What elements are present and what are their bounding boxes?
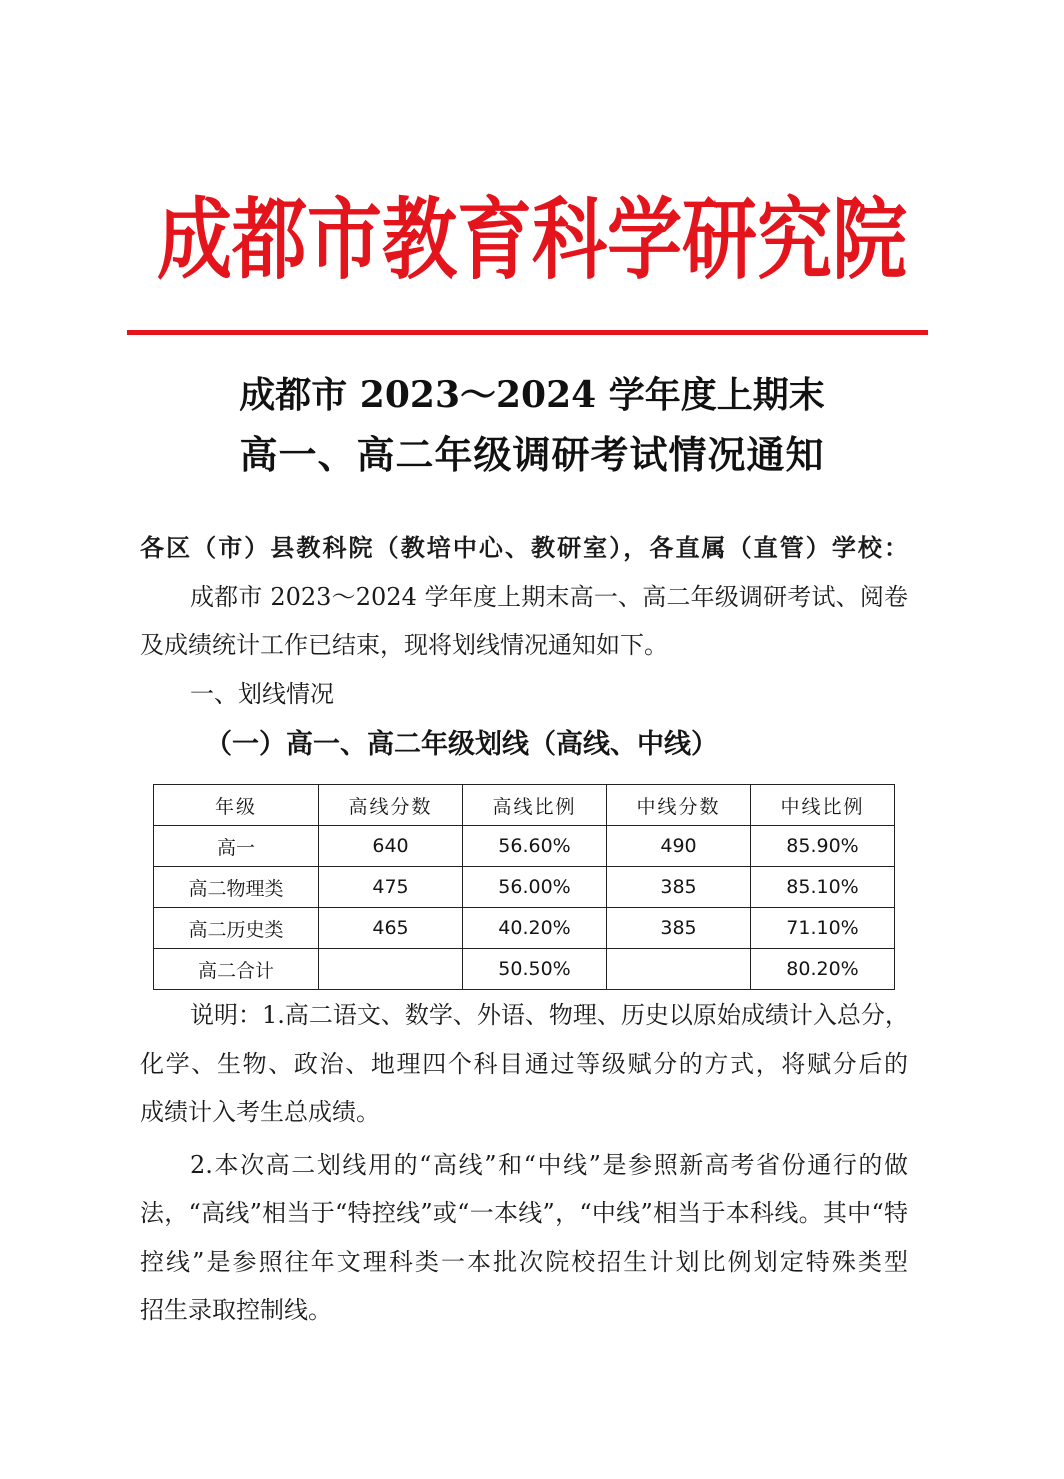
intro-line-2: 及成绩统计工作已结束，现将划线情况通知如下。 [140, 631, 668, 659]
header-cell-mid-score: 中线分数 [607, 785, 751, 826]
table-cell: 高二合计 [154, 949, 319, 990]
section-heading: 一、划线情况 [190, 680, 334, 708]
header-cell-high-score: 高线分数 [319, 785, 463, 826]
letterhead-red-rule [127, 330, 928, 335]
intro-line-1: 成都市 2023～2024 学年度上期末高一、高二年级调研考试、阅卷 [190, 583, 908, 611]
table-cell: 475 [319, 867, 463, 908]
note2-line-3: 控线”是参照往年文理科类一本批次院校招生计划比例划定特殊类型 [140, 1248, 908, 1276]
institution-letterhead: 成都市教育科学研究院 [156, 188, 907, 292]
document-title-line-1: 成都市 2023～2024 学年度上期末 [239, 374, 825, 416]
table-cell: 56.60% [463, 826, 607, 867]
table-cell: 高一 [154, 826, 319, 867]
table-header-row [154, 785, 895, 826]
table-cell: 56.00% [463, 867, 607, 908]
document-title-line-2: 高一、高二年级调研考试情况通知 [239, 432, 825, 477]
note2-line-4: 招生录取控制线。 [140, 1296, 332, 1324]
table-row [154, 949, 895, 990]
table-cell: 71.10% [751, 908, 895, 949]
note2-line-1: 2.本次高二划线用的“高线”和“中线”是参照新高考省份通行的做 [190, 1151, 908, 1179]
table-cell: 85.90% [751, 826, 895, 867]
table-cell [319, 949, 463, 990]
note1-line-3: 成绩计入考生总成绩。 [140, 1098, 380, 1126]
table-cell: 385 [607, 908, 751, 949]
table-cell: 640 [319, 826, 463, 867]
table-row [154, 908, 895, 949]
table-row [154, 826, 895, 867]
table-row [154, 867, 895, 908]
table-cell: 高二历史类 [154, 908, 319, 949]
header-cell-mid-ratio: 中线比例 [751, 785, 895, 826]
table-cell [607, 949, 751, 990]
table-cell: 40.20% [463, 908, 607, 949]
table-cell: 465 [319, 908, 463, 949]
note2-line-2: 法，“高线”相当于“特控线”或“一本线”，“中线”相当于本科线。其中“特 [140, 1199, 908, 1227]
table-cell: 80.20% [751, 949, 895, 990]
table-cell: 385 [607, 867, 751, 908]
header-cell-high-ratio: 高线比例 [463, 785, 607, 826]
table-cell: 490 [607, 826, 751, 867]
table-cell: 85.10% [751, 867, 895, 908]
header-cell-grade: 年级 [154, 785, 319, 826]
table-cell: 50.50% [463, 949, 607, 990]
table-cell: 高二物理类 [154, 867, 319, 908]
note1-line-2: 化学、生物、政治、地理四个科目通过等级赋分的方式，将赋分后的 [140, 1050, 908, 1078]
salutation: 各区（市）县教科院（教培中心、教研室），各直属（直管）学校： [140, 533, 908, 562]
cutoff-table [153, 784, 895, 990]
note1-line-1: 说明：1.高二语文、数学、外语、物理、历史以原始成绩计入总分， [190, 1001, 909, 1029]
section-subheading: （一）高一、高二年级划线（高线、中线） [205, 729, 718, 760]
